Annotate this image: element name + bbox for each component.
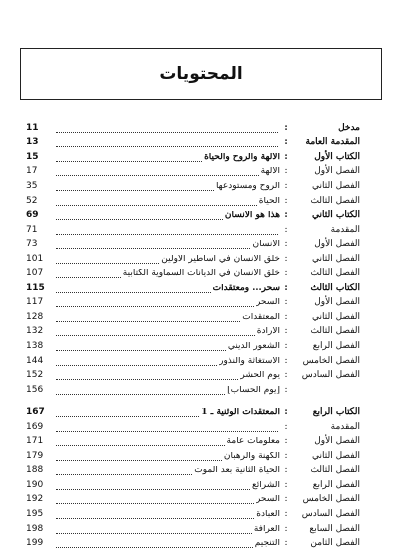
toc-separator: : bbox=[284, 421, 288, 432]
toc-chapter-label: الفصل السادس bbox=[301, 370, 360, 381]
toc-page-number: 73 bbox=[26, 239, 38, 250]
toc-row bbox=[26, 223, 360, 238]
toc-separator: : bbox=[284, 224, 288, 235]
toc-separator: : bbox=[284, 253, 288, 264]
toc-separator: : bbox=[284, 239, 288, 250]
toc-chapter-label: الفصل السابع bbox=[309, 523, 360, 534]
toc-chapter-label: الفصل الثالث bbox=[310, 465, 360, 476]
toc-page-number: 117 bbox=[26, 297, 44, 308]
toc-chapter-label: المقدمة bbox=[330, 224, 360, 235]
toc-separator: : bbox=[284, 370, 288, 381]
toc-leader-dots bbox=[56, 327, 255, 336]
toc-page-number: 167 bbox=[26, 407, 45, 418]
toc-row bbox=[26, 493, 360, 508]
toc-page-number: 190 bbox=[26, 479, 44, 490]
toc-row bbox=[26, 194, 360, 209]
toc-entry-title: هذا هو الانسان bbox=[224, 211, 280, 221]
toc-page-number: 144 bbox=[26, 355, 44, 366]
toc-row bbox=[26, 464, 360, 479]
toc-entry-title: سحر... ومعتقدات bbox=[212, 283, 280, 293]
toc-chapter-label: المقدمة العامة bbox=[305, 137, 360, 148]
toc-separator: : bbox=[284, 436, 288, 447]
toc-separator: : bbox=[284, 465, 288, 476]
toc-chapter-label: الفصل الأول bbox=[314, 239, 360, 250]
toc-page-number: 128 bbox=[26, 311, 44, 322]
toc-separator: : bbox=[284, 268, 288, 279]
toc-leader-dots bbox=[56, 386, 225, 395]
toc-leader-dots bbox=[56, 226, 278, 235]
toc-row bbox=[26, 150, 360, 165]
toc-row bbox=[26, 121, 360, 136]
toc-row bbox=[26, 383, 360, 398]
toc-page-number: 17 bbox=[26, 166, 38, 177]
toc-chapter-label: الفصل الثالث bbox=[310, 326, 360, 337]
toc-leader-dots bbox=[56, 197, 257, 206]
toc-chapter-label: الكتاب الأول bbox=[314, 151, 360, 162]
toc-leader-dots bbox=[56, 357, 217, 366]
toc-chapter-label: الفصل الأول bbox=[314, 436, 360, 447]
page-title: المحتويات bbox=[159, 64, 243, 84]
toc-entry-title: السحر bbox=[255, 298, 280, 308]
toc-row bbox=[26, 354, 360, 369]
toc-entry-title: الآلهة bbox=[260, 167, 280, 177]
toc-chapter-label: الفصل الثاني bbox=[312, 180, 360, 191]
toc-chapter-label: الفصل الأول bbox=[314, 166, 360, 177]
toc-page-number: 132 bbox=[26, 326, 44, 337]
toc-page-number: 188 bbox=[26, 465, 44, 476]
toc-separator: : bbox=[284, 151, 288, 162]
toc-page-number: 179 bbox=[26, 450, 44, 461]
toc-row bbox=[26, 449, 360, 464]
toc-chapter-label: الفصل الخامس bbox=[302, 355, 360, 366]
toc-entry-title: معلومات عامة bbox=[226, 437, 280, 447]
toc-separator: : bbox=[284, 326, 288, 337]
toc-chapter-label: الفصل الرابع bbox=[312, 340, 360, 351]
toc-entry-title: الشعور الديني bbox=[227, 341, 280, 351]
toc-page-number: 156 bbox=[26, 384, 44, 395]
toc-page-number: 169 bbox=[26, 421, 44, 432]
toc-entry-title: المعتقدات bbox=[242, 312, 280, 322]
toc-separator: : bbox=[284, 137, 288, 148]
toc-chapter-label: الكتاب الثالث bbox=[310, 282, 360, 293]
toc-page-number: 199 bbox=[26, 538, 44, 549]
toc-chapter-label: الفصل الثالث bbox=[310, 268, 360, 279]
toc-leader-dots bbox=[56, 211, 223, 220]
toc-entry-title: الحياة الثانية بعد الموت bbox=[194, 466, 280, 476]
toc-entry-title: العبادة bbox=[256, 509, 280, 519]
toc-leader-dots bbox=[56, 255, 159, 264]
toc-entry-title: الشرائع bbox=[251, 480, 280, 490]
toc-page-number: 52 bbox=[26, 195, 38, 206]
toc-leader-dots bbox=[56, 138, 278, 147]
toc-row bbox=[26, 165, 360, 180]
toc-chapter-label: الفصل الثاني bbox=[312, 253, 360, 264]
toc-separator: : bbox=[284, 297, 288, 308]
toc-separator: : bbox=[284, 282, 288, 293]
toc-chapter-label: الكتاب الرابع bbox=[312, 407, 360, 418]
toc-leader-dots bbox=[56, 269, 121, 278]
toc-chapter-label: مدخل bbox=[338, 122, 360, 133]
toc-chapter-label: الكتاب الثاني bbox=[312, 210, 360, 221]
toc-entry-title: الآلهة والروح والحياة bbox=[204, 152, 280, 162]
toc-leader-dots bbox=[56, 240, 250, 249]
toc-row bbox=[26, 266, 360, 281]
toc-leader-dots bbox=[56, 284, 211, 293]
toc-entry-title: الحياة bbox=[258, 196, 280, 206]
toc-separator: : bbox=[284, 166, 288, 177]
toc-leader-dots bbox=[56, 153, 202, 162]
toc-separator: : bbox=[284, 479, 288, 490]
toc-row bbox=[26, 420, 360, 435]
toc-separator: : bbox=[284, 195, 288, 206]
toc-separator: : bbox=[284, 494, 288, 505]
toc-row bbox=[26, 296, 360, 311]
toc-page-number: 13 bbox=[26, 137, 39, 148]
toc-leader-dots bbox=[56, 525, 252, 534]
toc-page-number: 138 bbox=[26, 340, 44, 351]
toc-separator: : bbox=[284, 508, 288, 519]
toc-separator: : bbox=[284, 450, 288, 461]
toc-row bbox=[26, 252, 360, 267]
toc-entry-title: العرافة bbox=[253, 524, 280, 534]
toc-leader-dots bbox=[56, 313, 240, 322]
toc-row bbox=[26, 237, 360, 252]
toc-separator: : bbox=[284, 340, 288, 351]
toc-entry-title: خلق الانسان في الديانات السماوية الكتابية bbox=[122, 269, 280, 279]
toc-leader-dots bbox=[56, 371, 238, 380]
toc-separator: : bbox=[284, 210, 288, 221]
toc-page-number: 101 bbox=[26, 253, 44, 264]
toc-entry-title: الاستغاثة والنذور bbox=[219, 356, 280, 366]
toc-separator: : bbox=[284, 355, 288, 366]
toc-entry-title: [يوم الحساب] bbox=[227, 385, 280, 395]
toc-entry-title: الانسان bbox=[252, 240, 280, 250]
table-of-contents bbox=[26, 121, 360, 551]
toc-chapter-label: الفصل السادس bbox=[301, 508, 360, 519]
toc-entry-title: المعتقدات الوثنية ـ 1 bbox=[201, 408, 280, 418]
toc-separator: : bbox=[284, 122, 288, 133]
toc-page-number: 152 bbox=[26, 370, 44, 381]
toc-leader-dots bbox=[56, 481, 250, 490]
toc-row bbox=[26, 136, 360, 151]
toc-page-number: 195 bbox=[26, 508, 44, 519]
toc-row bbox=[26, 368, 360, 383]
toc-entry-title: الروح ومستودعها bbox=[215, 181, 280, 191]
toc-page-number: 107 bbox=[26, 268, 44, 279]
toc-page-number: 115 bbox=[26, 282, 45, 293]
toc-leader-dots bbox=[56, 298, 254, 307]
toc-page-number: 15 bbox=[26, 151, 39, 162]
toc-entry-title: السحر bbox=[255, 495, 280, 505]
toc-leader-dots bbox=[56, 182, 214, 191]
toc-separator: : bbox=[284, 538, 288, 549]
toc-page-number: 11 bbox=[26, 122, 39, 133]
toc-entry-title: التنجيم bbox=[254, 539, 280, 549]
toc-chapter-label: الفصل الثالث bbox=[310, 195, 360, 206]
toc-separator: : bbox=[284, 180, 288, 191]
toc-row bbox=[26, 208, 360, 223]
toc-chapter-label: الفصل الرابع bbox=[312, 479, 360, 490]
toc-row bbox=[26, 536, 360, 551]
toc-page-number: 69 bbox=[26, 210, 39, 221]
toc-row bbox=[26, 281, 360, 296]
toc-row bbox=[26, 478, 360, 493]
toc-leader-dots bbox=[56, 167, 259, 176]
toc-leader-dots bbox=[56, 539, 253, 548]
toc-chapter-label: الفصل الثاني bbox=[312, 311, 360, 322]
toc-chapter-label: الفصل الأول bbox=[314, 297, 360, 308]
toc-separator: : bbox=[284, 523, 288, 534]
toc-leader-dots bbox=[56, 437, 225, 446]
toc-leader-dots bbox=[56, 466, 192, 475]
toc-row bbox=[26, 310, 360, 325]
toc-leader-dots bbox=[56, 124, 278, 133]
toc-row bbox=[26, 507, 360, 522]
toc-row bbox=[26, 434, 360, 449]
toc-page-number: 35 bbox=[26, 180, 38, 191]
toc-row bbox=[26, 339, 360, 354]
toc-leader-dots bbox=[56, 408, 199, 417]
toc-entry-title: الارادة bbox=[256, 327, 280, 337]
toc-leader-dots bbox=[56, 342, 226, 351]
toc-separator: : bbox=[284, 311, 288, 322]
toc-leader-dots bbox=[56, 423, 278, 432]
toc-page-number: 198 bbox=[26, 523, 44, 534]
toc-chapter-label: الفصل الثاني bbox=[312, 450, 360, 461]
toc-row bbox=[26, 179, 360, 194]
toc-page-number: 171 bbox=[26, 436, 44, 447]
toc-separator: : bbox=[284, 407, 288, 418]
toc-entry-title: خلق الانسان في أساطير الأولين bbox=[161, 254, 280, 264]
toc-leader-dots bbox=[56, 510, 254, 519]
toc-chapter-label: الفصل الثامن bbox=[310, 538, 360, 549]
toc-row bbox=[26, 522, 360, 537]
toc-row bbox=[26, 325, 360, 340]
toc-separator: : bbox=[284, 384, 288, 395]
toc-row bbox=[26, 405, 360, 420]
toc-entry-title: الكهنة والرهبان bbox=[223, 451, 280, 461]
toc-chapter-label: المقدمة bbox=[330, 421, 360, 432]
contents-title-box bbox=[20, 48, 382, 100]
toc-leader-dots bbox=[56, 495, 254, 504]
toc-page-number: 192 bbox=[26, 494, 44, 505]
toc-leader-dots bbox=[56, 452, 222, 461]
toc-page-number: 71 bbox=[26, 224, 38, 235]
toc-chapter-label: الفصل الخامس bbox=[302, 494, 360, 505]
toc-entry-title: يوم الحشر bbox=[240, 371, 280, 381]
